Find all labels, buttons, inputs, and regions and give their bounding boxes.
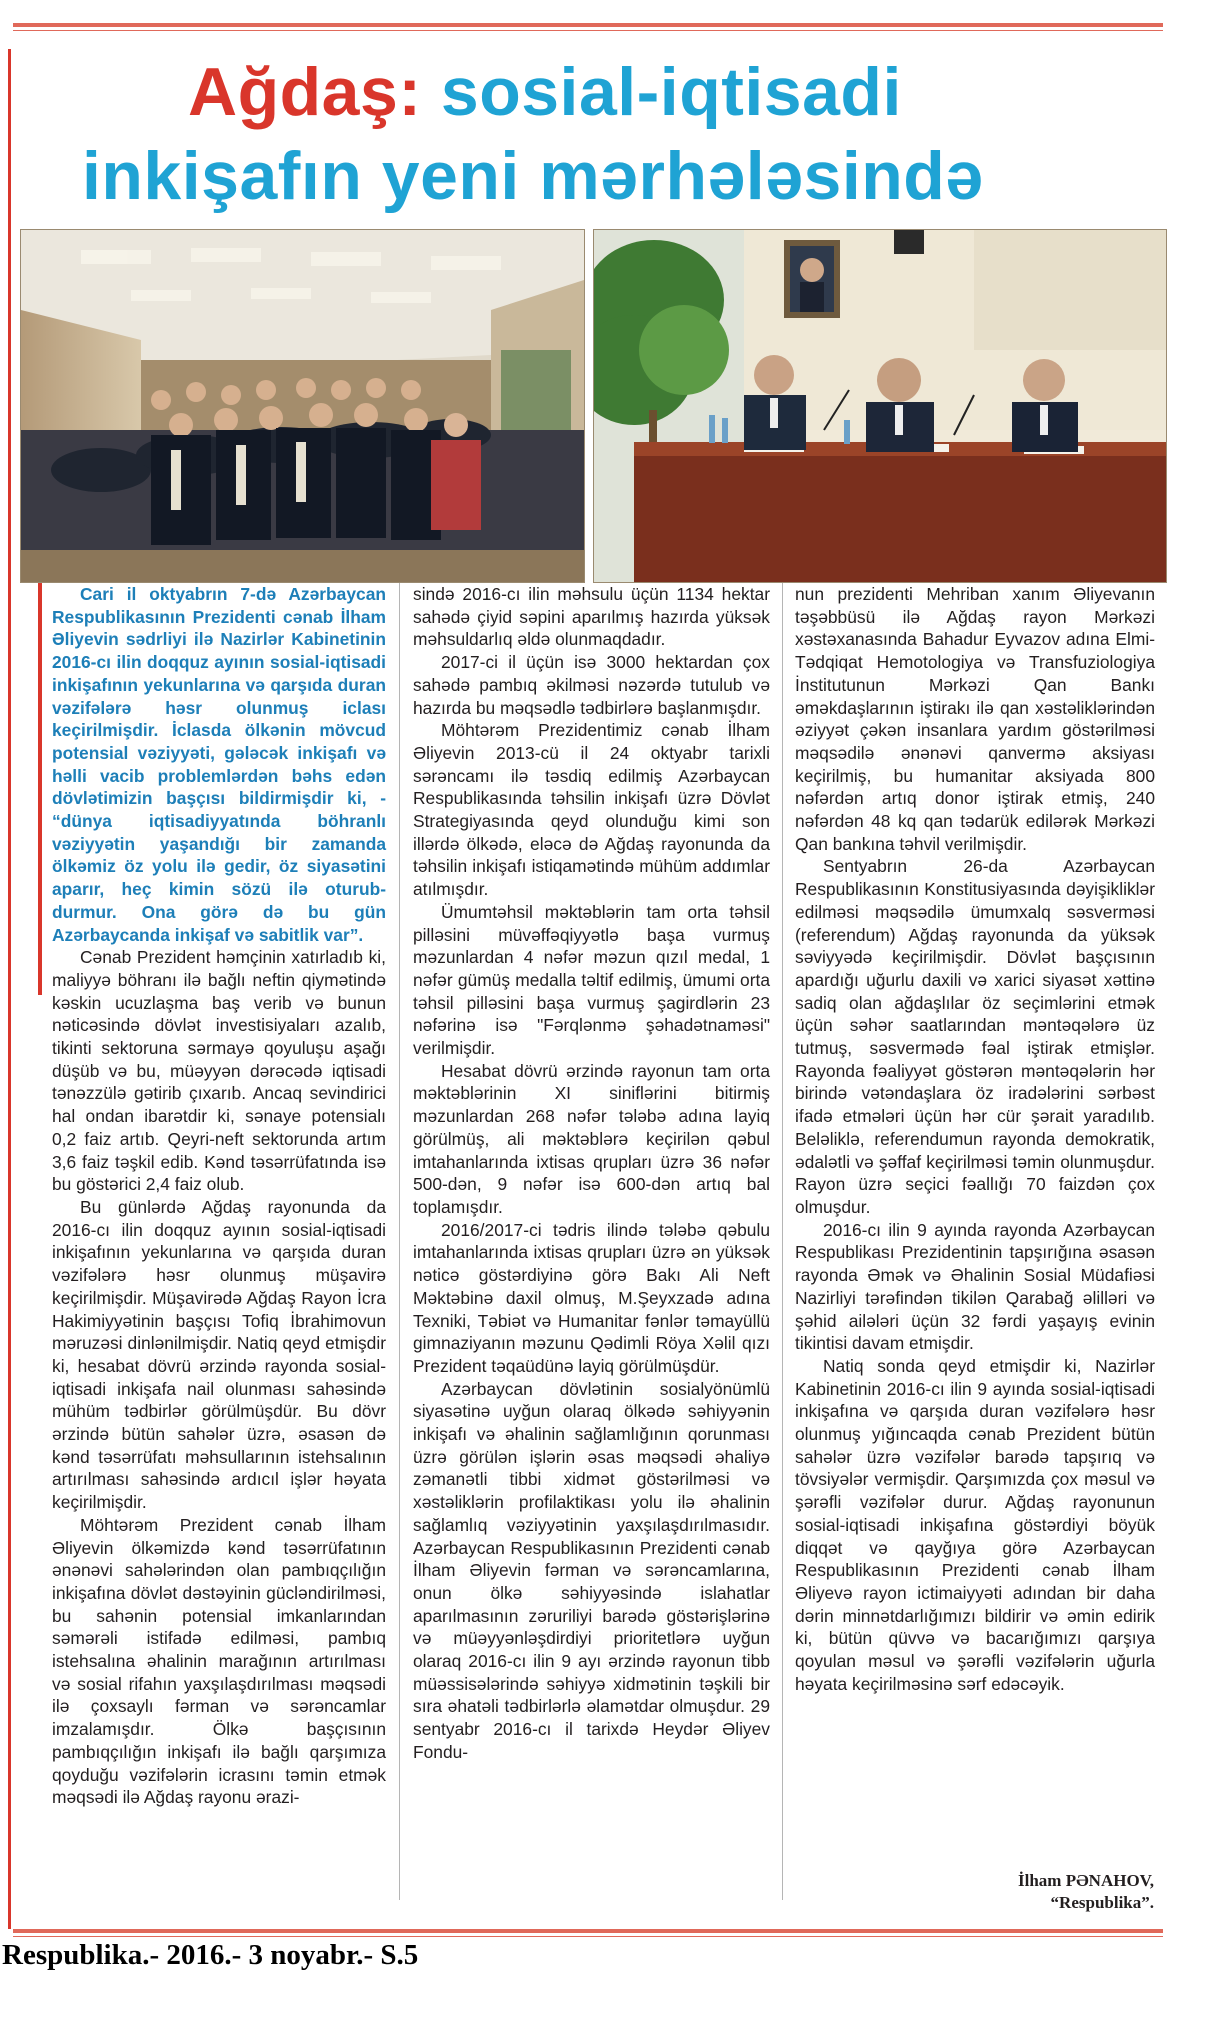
column-rule-1 <box>399 583 400 1900</box>
paragraph: Möhtərəm Prezidentimiz cənab İlham Əliyevin 2013-cü il 24 oktyabr tarixli sərəncamı ilə təsdiq edilmiş Azərbaycan Respublikasında təhsilin inkişafı üzrə Dövlət Strategiyasında qeyd olunduğu kimi son illərdə ölkədə, eləcə də Ağdaş rayonunda da təhsilin inkişafı istiqamətində mühüm addımlar atılmışdır. <box>413 720 770 900</box>
paragraph: Ümumtəhsil məktəblərin tam orta təhsil pilləsini müvəffəqiyyətlə başa vurmuş məzunlardan 4 nəfər məzun qızıl medal, 1 nəfər gümüş medalla təltif edilmiş, ümumi orta təhsil pilləsini başa vurmuş şagirdlərin 23 nəfərinə isə "Fərqlənmə şəhadətnaməsi" verilmişdir. <box>413 901 770 1059</box>
paragraph: Natiq sonda qeyd etmişdir ki, Nazirlər Kabinetinin 2016-cı ilin 9 ayında sosial-iqtisadi inkişafına və qarşıda duran vəzifələrə həsr olunmuş yığıncaqda cənab Prezident bütün sahələr üzrə vəzifələr barədə tapşırıq və tövsiyələr vermişdir. Qarşımızda çox məsul və şərəfli vəzifələr durur. Ağdaş rayonunun sosial-iqtisadi inkişafına göstərdiyi böyük diqqət və qayğıya görə Azərbaycan Respublikasının Prezidenti cənab İlham Əliyevə rayon ictimaiyyəti adından bir daha dərin minnətdarlığımızı bildirir və əmin edirik ki, bütün qüvvə və bacarığımızı qarşıya qoyulan məsul və şərəfli vəzifələrin uğurla həyata keçirilməsinə sərf edəcəyik. <box>795 1355 1155 1694</box>
paragraph: Azərbaycan dövlətinin sosialyönümlü siyasətinə uyğun olaraq ölkədə səhiyyənin inkişafı və əhalinin sağlamlığının qorunması üzrə görülən işlərin əsas məqsədi əhaliyə zəmanətli tibbi xidmət göstərilməsi və xəstəliklərin profilaktikası yolu ilə əhalinin sağlamlıq vəziyyətinin yaxşılaşdırılmasıdır. Azərbaycan Respublikasının Prezidenti cənab İlham Əliyevin fərman və sərəncamlarına, onun ölkə səhiyyəsində islahatlar aparılmasının zəruriliyi barədə göstərişlərinə və müəyyənləşdirdiyi prioritetlərə uyğun olaraq 2016-cı ilin 9 ayı ərzində rayonun tibb müəssisələrində səhiyyə xidmətinin təşkili bir sıra əhatəli tədbirlərlə əlamətdar olmuşdur. 29 sentyabr 2016-cı il tarixdə Heydər Əliyev Fondu- <box>413 1378 770 1762</box>
paragraph: nun prezidenti Mehriban xanım Əliyevanın təşəbbüsü ilə Ağdaş rayon Mərkəzi xəstəxanasında Bahadur Eyvazov adına Elmi-Tədqiqat Hemotologiya və Transfuziologiya İnstitutunun Mərkəzi Qan Bankı əməkdaşlarının iştirakı ilə qan xəstəliklərindən əziyyət çəkən insanlara yardım göstərilməsi məqsədilə ənənəvi qanvermə aksiyası keçirilmiş, bu humanitar aksiyada 800 nəfərdən artıq donor iştirak etmiş, 240 nəfərdən 48 kq qan tədarük edilərək Mərkəzi Qan bankına təhvil verilmişdir. <box>795 584 1155 854</box>
column-rule-2 <box>782 583 783 1900</box>
paragraph: 2016-cı ilin 9 ayında rayonda Azərbaycan Respublikası Prezidentinin tapşırığına əsasən rayonda Əmək və Əhalinin Sosial Müdafiəsi Nazirliyi tərəfindən tikilən Qarabağ əlilləri və şəhid ailələri üçün 32 fərdi yaşayış evinin tikintisi davam etmişdir. <box>795 1219 1155 1354</box>
article-column-1 <box>52 583 386 1809</box>
article-column-2 <box>413 583 770 1764</box>
photo-meeting-audience <box>20 229 585 583</box>
bottom-rule <box>13 1929 1163 1933</box>
paragraph: Möhtərəm Prezident cənab İlham Əliyevin ölkəmizdə kənd təsərrüfatının ənənəvi sahələrindən olan pambıqçılığın inkişafına dövlət dəstəyinin gücləndirilməsi, bu sahənin potensial imkanlarından səmərəli istifadə edilməsi, pambıq istehsalına əhalinin marağının artırılması və sosial rifahın yaxşılaşdırılması məqsədi ilə çoxsaylı fərman və sərəncamlar imzalamışdır. Ölkə başçısının pambıqçılığın inkişafı ilə bağlı qarşımıza qoyduğu vəzifələrin icrasını təmin etmək məqsədi ilə Ağdaş rayonu ərazi- <box>52 1514 386 1808</box>
headline-topic: sosial-iqtisadi <box>440 54 902 130</box>
article-lead <box>52 583 386 946</box>
paragraph: Sentyabrın 26-da Azərbaycan Respublikasının Konstitusiyasında dəyişikliklər edilməsi məqsədilə ümumxalq səsverməsi (referendum) Ağdaş rayonunda da yüksək səviyyədə keçirilmişdir. Dövlət başçısının apardığı uğurlu daxili və xarici siyasət xəttinə sadiq olan ağdaşlılar öz seçimlərini etmək üçün səhər saatlarından məntəqələrə üz tutmuş, səsvermədə fəal iştirak etmişlər. Rayonda fəaliyyət göstərən məntəqələrin hər birində vətəndaşlara öz iradələrini sərbəst ifadə etmələri üçün hər cür şərait yaradılıb. Beləliklə, referendumun rayonda demokratik, ədalətli və şəffaf keçirilməsi təmin olunmuşdur. Rayon üzrə seçici fəallığı 70 faizdən çox olmuşdur. <box>795 856 1155 1217</box>
paragraph: 2016/2017-ci tədris ilində tələbə qəbulu imtahanlarında ixtisas qrupları üzrə ən yüksək nəticə göstərdiyinə görə Bakı Ali Neft Məktəbinə daxil olmuş, M.Şeyxzadə adına Texniki, Təbiət və Humanitar fənlər təmayüllü gimnaziyanın məzunu Qədimli Röya Xəlil qızı Prezident təqaüdünə layiq görülmüşdür. <box>413 1219 770 1376</box>
left-accent-bar <box>8 49 11 1929</box>
source-citation: Respublika.- 2016.- 3 noyabr.- S.5 <box>2 1939 419 1971</box>
top-rule-thin <box>13 30 1163 31</box>
lead-paragraph: Cari il oktyabrın 7-də Azərbaycan Respublikasının Prezidenti cənab İlham Əliyevin sədrliyi ilə Nazirlər Kabinetinin 2016-cı ilin doqquz ayının sosial-iqtisadi inkişafının yekunlarına və qarşıda duran vəzifələrə həsr olunmuş iclası keçirilmişdir. İclasda ölkənin mövcud potensial vəziyyəti, gələcək inkişafı və həlli vacib problemlərdən bəhs edən dövlətimizin başçısı bildirmişdir ki, - “dünya iqtisadiyyatında böhranlı vəziyyətin yaşandığı bir zamanda ölkəmiz öz yolu ilə gedir, öz siyasətini aparır, heç kimin sözü ilə oturub-durmur. Ona görə də bu gün Azərbaycanda inkişaf və sabitlik var”. <box>52 584 386 945</box>
article-column-3 <box>795 583 1155 1695</box>
headline-place: Ağdaş: <box>188 54 422 130</box>
headline <box>60 50 1180 218</box>
paragraph: 2017-ci il üçün isə 3000 hektardan çox sahədə pambıq əkilməsi nəzərdə tutulub və hazırda bu məqsədlə tədbirlərə başlanmışdır. <box>413 652 770 718</box>
paragraph: Cənab Prezident həmçinin xatırladıb ki, maliyyə böhranı ilə bağlı neftin qiymətində kəskin ucuzlaşma baş verib və bunun nəticəsində dövlət investisiyaları azalıb, tikinti sektoruna sərmayə qoyuluşu aşağı düşüb və bu, müəyyən dərəcədə iqtisadi tənəzzülə gətirib çıxarıb. Ancaq sevindirici hal ondan ibarətdir ki, sənaye potensialı 0,2 faiz artıb. Qeyri-neft sektorunda artım 3,6 faiz təşkil edib. Kənd təsərrüfatında isə bu göstərici 2,4 faiz olub. <box>52 947 386 1195</box>
author-outlet: “Respublika”. <box>1050 1893 1154 1912</box>
paragraph: sində 2016-cı ilin məhsulu üçün 1134 hektar sahədə çiyid səpini aparılmış hazırda yüksək məhsuldarlıq əldə olunmaqdadır. <box>413 584 770 650</box>
headline-line-2: inkişafın yeni mərhələsində <box>82 138 984 214</box>
headline-line-1 <box>60 50 1180 134</box>
lead-accent-bar <box>38 583 42 995</box>
presidium-illustration <box>594 230 1166 582</box>
top-rule <box>13 23 1163 27</box>
author-name: İlham PƏNAHOV, <box>1018 1871 1154 1890</box>
bottom-rule-thin <box>13 1936 1163 1937</box>
paragraph: Hesabat dövrü ərzində rayonun tam orta məktəblərinin XI siniflərini bitirmiş məzunlardan 268 nəfər tələbə adına layiq görülmüş, ali məktəblərə keçirilən qəbul imtahanlarında ixtisas qrupları üzrə 36 nəfər 500-dən, 9 nəfər isə 600-dən artıq bal toplamışdır. <box>413 1060 770 1217</box>
author-byline <box>1018 1870 1154 1914</box>
paragraph: Bu günlərdə Ağdaş rayonunda da 2016-cı ilin doqquz ayının sosial-iqtisadi inkişafının yekunlarına və qarşıda duran vəzifələrə həsr olunmuş müşavirə keçirilmişdir. Müşavirədə Ağdaş Rayon İcra Hakimiyyətinin başçısı Tofiq İbrahimovun məruzəsi dinlənilmişdir. Natiq qeyd etmişdir ki, hesabat dövrü ərzində rayonda sosial-iqtisadi inkişafa nail olunması sahəsində mühüm tədbirlər görülmüşdür. Bu dövr ərzində bütün sahələr üzrə, əsasən də kənd təsərrüfatı məhsullarının istehsalının artırılması sahəsində ardıcıl işlər həyata keçirilmişdir. <box>52 1196 386 1513</box>
photo-presidium-table <box>593 229 1167 583</box>
audience-illustration <box>21 230 584 582</box>
